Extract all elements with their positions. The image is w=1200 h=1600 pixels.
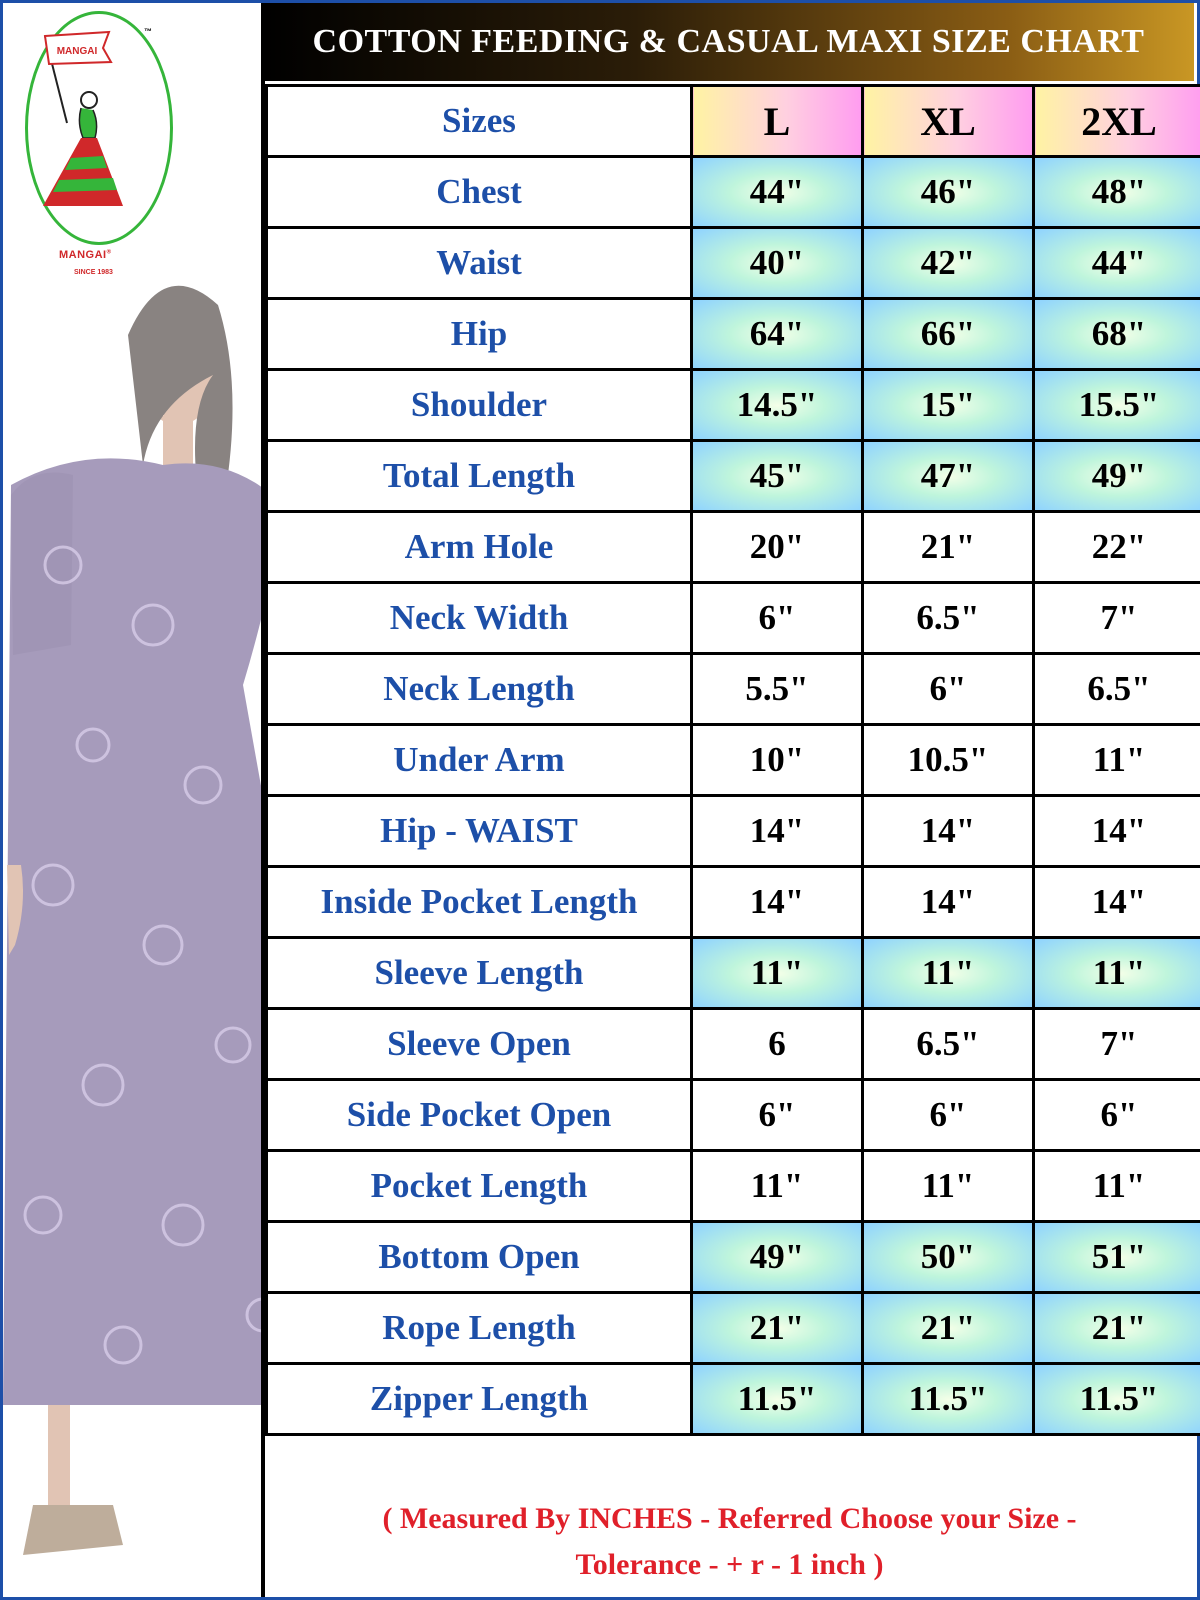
table-row xyxy=(267,867,1200,938)
measurement-value: 7" xyxy=(1034,583,1200,654)
measurement-label: Chest xyxy=(267,157,692,228)
measurement-value: 21" xyxy=(1034,1293,1200,1364)
measurement-value: 6" xyxy=(692,583,863,654)
measurement-value: 11.5" xyxy=(863,1364,1034,1435)
measurement-value: 11" xyxy=(692,938,863,1009)
measurement-label: Neck Length xyxy=(267,654,692,725)
measurement-label: Sleeve Open xyxy=(267,1009,692,1080)
page-title: COTTON FEEDING & CASUAL MAXI SIZE CHART xyxy=(263,3,1194,81)
measurement-value: 6" xyxy=(692,1080,863,1151)
table-row xyxy=(267,512,1200,583)
measurement-value: 6.5" xyxy=(1034,654,1200,725)
brand-logo-figure xyxy=(37,28,127,218)
table-row xyxy=(267,228,1200,299)
measurement-value: 49" xyxy=(692,1222,863,1293)
table-row xyxy=(267,1080,1200,1151)
measurement-value: 44" xyxy=(692,157,863,228)
measurement-label: Neck Width xyxy=(267,583,692,654)
measurement-value: 14.5" xyxy=(692,370,863,441)
measurement-value: 50" xyxy=(863,1222,1034,1293)
measurement-value: 64" xyxy=(692,299,863,370)
measurement-label: Side Pocket Open xyxy=(267,1080,692,1151)
measurement-label: Inside Pocket Length xyxy=(267,867,692,938)
logo-flag-text: MANGAI xyxy=(56,46,98,57)
measurement-value: 11" xyxy=(1034,725,1200,796)
measurement-value: 42" xyxy=(863,228,1034,299)
measurement-value: 21" xyxy=(863,1293,1034,1364)
size-header-xl: XL xyxy=(863,86,1034,157)
table-header-row xyxy=(267,86,1200,157)
size-header-2xl: 2XL xyxy=(1034,86,1200,157)
measurement-value: 68" xyxy=(1034,299,1200,370)
measurement-value: 14" xyxy=(692,796,863,867)
measurement-value: 11" xyxy=(1034,938,1200,1009)
measurement-label: Hip xyxy=(267,299,692,370)
table-row xyxy=(267,370,1200,441)
measurement-value: 14" xyxy=(692,867,863,938)
measurement-value: 5.5" xyxy=(692,654,863,725)
measurement-label: Under Arm xyxy=(267,725,692,796)
measurement-value: 51" xyxy=(1034,1222,1200,1293)
measurement-value: 66" xyxy=(863,299,1034,370)
measurement-value: 14" xyxy=(863,867,1034,938)
table-row xyxy=(267,299,1200,370)
measurement-value: 6.5" xyxy=(863,1009,1034,1080)
measurement-label: Sleeve Length xyxy=(267,938,692,1009)
measurement-value: 14" xyxy=(1034,867,1200,938)
measurement-value: 6" xyxy=(863,654,1034,725)
measurement-label: Hip - WAIST xyxy=(267,796,692,867)
measurement-value: 10" xyxy=(692,725,863,796)
measurement-value: 20" xyxy=(692,512,863,583)
sizes-header-label: Sizes xyxy=(267,86,692,157)
table-row xyxy=(267,654,1200,725)
table-row xyxy=(267,1293,1200,1364)
measurement-value: 6" xyxy=(1034,1080,1200,1151)
measurement-value: 21" xyxy=(692,1293,863,1364)
measurement-value: 11" xyxy=(1034,1151,1200,1222)
measurement-label: Shoulder xyxy=(267,370,692,441)
measurement-label: Arm Hole xyxy=(267,512,692,583)
measurement-value: 6 xyxy=(692,1009,863,1080)
model-illustration xyxy=(3,265,261,1597)
measurement-value: 6.5" xyxy=(863,583,1034,654)
measurement-value: 22" xyxy=(1034,512,1200,583)
measurement-value: 11" xyxy=(863,1151,1034,1222)
measurement-label: Zipper Length xyxy=(267,1364,692,1435)
table-row xyxy=(267,157,1200,228)
measurement-value: 47" xyxy=(863,441,1034,512)
measurement-value: 14" xyxy=(1034,796,1200,867)
measurement-value: 14" xyxy=(863,796,1034,867)
table-row xyxy=(267,725,1200,796)
table-row xyxy=(267,583,1200,654)
measurement-label: Total Length xyxy=(267,441,692,512)
measurement-label: Waist xyxy=(267,228,692,299)
trademark-symbol: ™ xyxy=(144,27,152,36)
measurement-value: 48" xyxy=(1034,157,1200,228)
table-row xyxy=(267,938,1200,1009)
model-photo-panel xyxy=(3,3,261,1597)
measurement-value: 45" xyxy=(692,441,863,512)
measurement-value: 15" xyxy=(863,370,1034,441)
measurement-value: 11" xyxy=(863,938,1034,1009)
measurement-value: 7" xyxy=(1034,1009,1200,1080)
measurement-value: 46" xyxy=(863,157,1034,228)
brand-name: MANGAI® xyxy=(59,249,112,261)
table-row xyxy=(267,1364,1200,1435)
measurement-label: Pocket Length xyxy=(267,1151,692,1222)
brand-since: SINCE 1983 xyxy=(74,269,113,276)
measurement-value: 44" xyxy=(1034,228,1200,299)
table-row xyxy=(267,1222,1200,1293)
measurement-value: 11" xyxy=(692,1151,863,1222)
measurement-value: 21" xyxy=(863,512,1034,583)
measurement-value: 10.5" xyxy=(863,725,1034,796)
measurement-value: 49" xyxy=(1034,441,1200,512)
measurement-value: 11.5" xyxy=(1034,1364,1200,1435)
table-row xyxy=(267,441,1200,512)
measurement-value: 6" xyxy=(863,1080,1034,1151)
measurement-value: 15.5" xyxy=(1034,370,1200,441)
note-line-1: ( Measured By INCHES - Referred Choose your Size - xyxy=(382,1502,1077,1535)
measurement-value: 11.5" xyxy=(692,1364,863,1435)
measurement-label: Bottom Open xyxy=(267,1222,692,1293)
table-row xyxy=(267,1009,1200,1080)
table-row xyxy=(267,1151,1200,1222)
size-chart-table xyxy=(265,84,1200,1436)
measurement-label: Rope Length xyxy=(267,1293,692,1364)
measurement-note xyxy=(265,1490,1194,1594)
note-line-2: Tolerance - + r - 1 inch ) xyxy=(575,1548,884,1581)
measurement-value: 40" xyxy=(692,228,863,299)
table-row xyxy=(267,796,1200,867)
size-header-l: L xyxy=(692,86,863,157)
